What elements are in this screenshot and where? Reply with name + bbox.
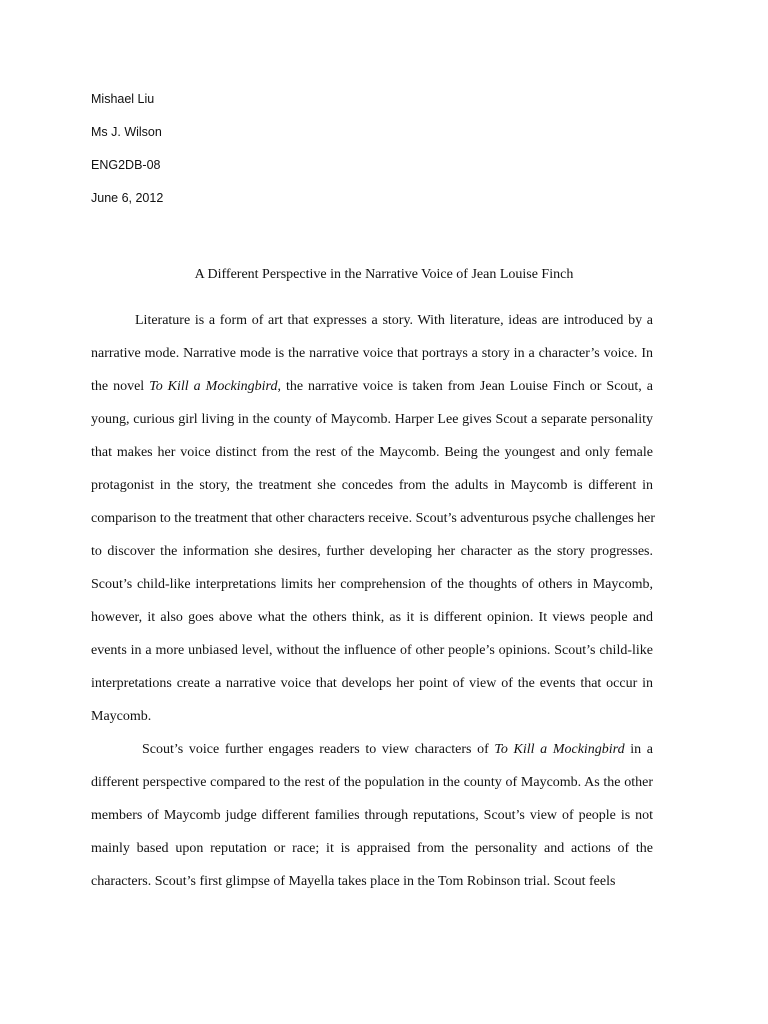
body-line: however, it also goes above what the others think, as it is different opinion. It views people and: [91, 610, 653, 625]
line-text: Scout’s voice further engages readers to view characters of: [142, 742, 495, 757]
line-text: in a: [624, 742, 654, 757]
body-line: members of Maycomb judge different families through reputations, Scout’s view of people is not: [91, 808, 653, 823]
essay-title: A Different Perspective in the Narrative Voice of Jean Louise Finch: [194, 267, 574, 282]
course-code: ENG2DB-08: [91, 158, 161, 172]
body-line: to discover the information she desires, further developing her character as the story progresses.: [91, 544, 653, 559]
body-line: Maycomb.: [91, 709, 152, 724]
book-title: To Kill a Mockingbird: [494, 742, 625, 757]
body-line: different perspective compared to the rest of the population in the county of Maycomb. As the other: [91, 775, 653, 790]
body-line: interpretations create a narrative voice that develops her point of view of the events that occur in: [91, 676, 653, 691]
student-name: Mishael Liu: [91, 92, 155, 106]
line-text: , the narrative voice is taken from Jean Louise Finch or Scout, a: [277, 379, 653, 394]
line-text: the novel: [91, 379, 150, 394]
body-line: [142, 740, 653, 760]
body-line: protagonist in the story, the treatment she concedes from the adults in Maycomb is different in: [91, 478, 653, 493]
body-line: mainly based upon reputation or race; it is appraised from the personality and actions of the: [91, 841, 653, 856]
body-line: [91, 377, 653, 397]
book-title: To Kill a Mockingbird: [149, 379, 278, 394]
body-line: narrative mode. Narrative mode is the narrative voice that portrays a story in a character’s voice. In: [91, 346, 653, 361]
teacher-name: Ms J. Wilson: [91, 125, 162, 139]
body-line: young, curious girl living in the county of Maycomb. Harper Lee gives Scout a separate personality: [91, 412, 653, 427]
body-line: comparison to the treatment that other characters receive. Scout’s adventurous psyche challenges her: [91, 511, 656, 526]
body-line: that makes her voice distinct from the rest of the Maycomb. Being the youngest and only female: [91, 445, 653, 460]
essay-date: June 6, 2012: [91, 191, 164, 205]
body-line: Literature is a form of art that expresses a story. With literature, ideas are introduced by a: [135, 313, 653, 328]
body-line: Scout’s child-like interpretations limits her comprehension of the thoughts of others in Maycomb,: [91, 577, 653, 592]
body-line: events in a more unbiased level, without the influence of other people’s opinions. Scout’s child-like: [91, 643, 653, 658]
body-line: characters. Scout’s first glimpse of Mayella takes place in the Tom Robinson trial. Scout feels: [91, 874, 616, 889]
